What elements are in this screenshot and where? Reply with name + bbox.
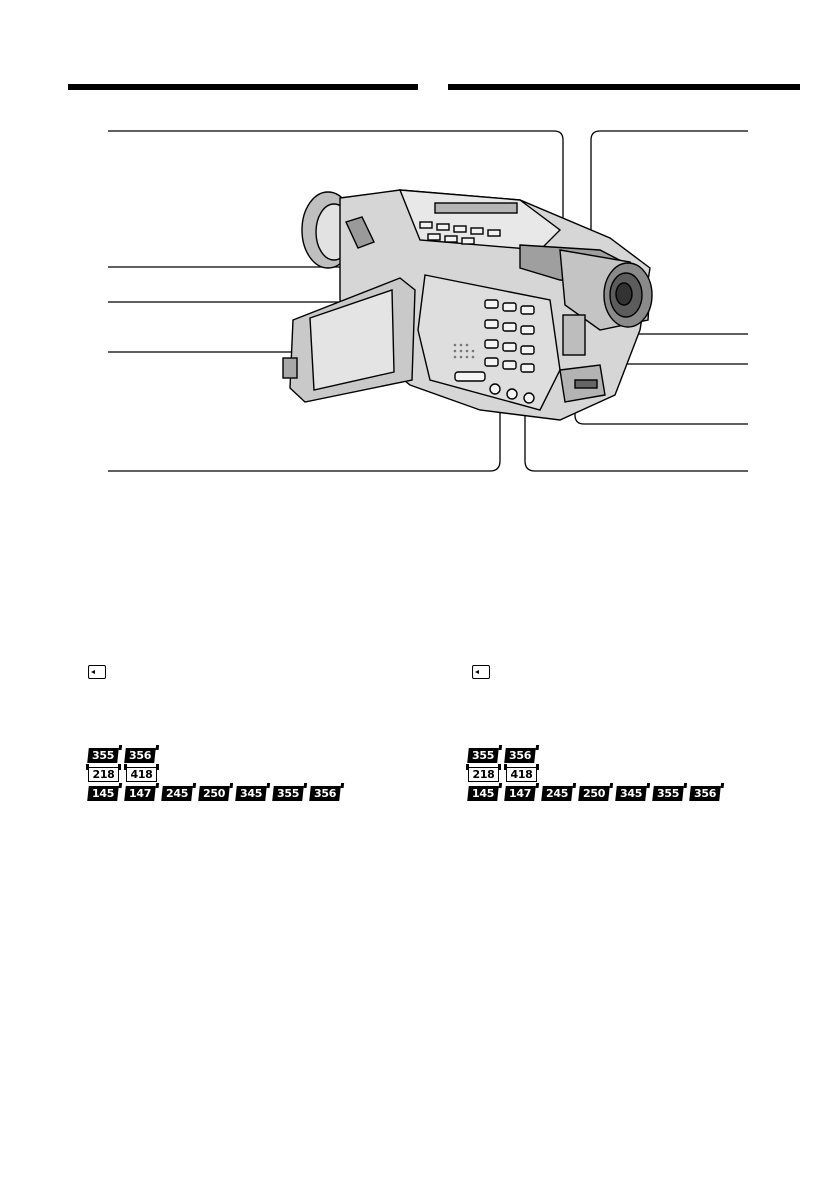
camcorder-illustration bbox=[0, 0, 840, 500]
badge-row bbox=[88, 786, 340, 802]
memory-card-icon bbox=[472, 665, 490, 679]
badge-row bbox=[468, 767, 720, 783]
model-badge: 218 bbox=[468, 767, 499, 782]
model-badge: 145 bbox=[467, 786, 499, 801]
model-badge: 250 bbox=[198, 786, 230, 801]
model-badge: 355 bbox=[272, 786, 304, 801]
model-badge: 145 bbox=[87, 786, 119, 801]
badge-row bbox=[468, 786, 720, 802]
model-badge: 356 bbox=[124, 748, 156, 763]
model-badge: 356 bbox=[504, 748, 536, 763]
model-badges-left bbox=[88, 748, 340, 805]
model-badge: 356 bbox=[689, 786, 721, 801]
badge-row bbox=[88, 748, 340, 764]
model-badges-right bbox=[468, 748, 720, 805]
model-badge: 356 bbox=[309, 786, 341, 801]
model-badge: 218 bbox=[88, 767, 119, 782]
model-badge: 245 bbox=[541, 786, 573, 801]
model-badge: 147 bbox=[504, 786, 536, 801]
model-badge: 355 bbox=[467, 748, 499, 763]
model-badge: 355 bbox=[87, 748, 119, 763]
badge-row bbox=[468, 748, 720, 764]
callout-line-2 bbox=[591, 131, 748, 236]
model-badge: 355 bbox=[652, 786, 684, 801]
model-badge: 250 bbox=[578, 786, 610, 801]
memory-card-icon bbox=[88, 665, 106, 679]
model-badge: 418 bbox=[506, 767, 537, 782]
lcd-screen bbox=[310, 290, 394, 390]
model-badge: 245 bbox=[161, 786, 193, 801]
model-badge: 418 bbox=[126, 767, 157, 782]
top-panel bbox=[400, 190, 560, 250]
model-badge: 345 bbox=[235, 786, 267, 801]
model-badge: 345 bbox=[615, 786, 647, 801]
model-badge: 147 bbox=[124, 786, 156, 801]
badge-row bbox=[88, 767, 340, 783]
